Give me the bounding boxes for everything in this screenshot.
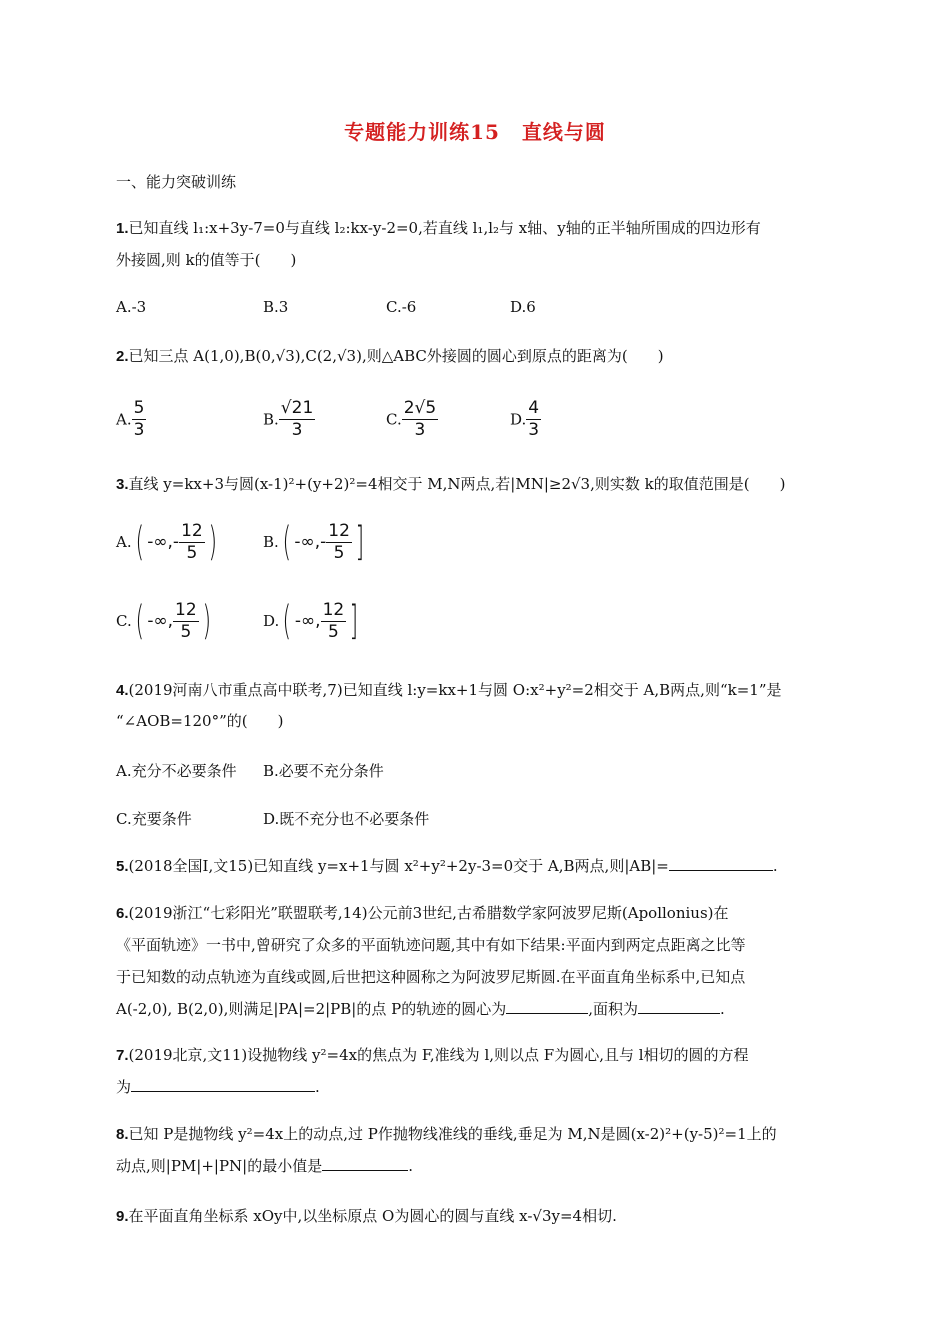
question-1-option-a[interactable]: A.-3 (116, 298, 147, 316)
question-4-option-a[interactable]: A.充分不必要条件 (116, 762, 237, 780)
question-7-end: . (315, 1078, 320, 1096)
question-7-text-2: 为 (116, 1078, 132, 1096)
question-2-option-a[interactable] (116, 398, 146, 441)
right-bracket: ) (202, 598, 211, 644)
answer-blank[interactable] (322, 1156, 408, 1171)
title-sub: 直线与圆 (521, 120, 606, 144)
fraction (321, 600, 347, 643)
question-3-option-d[interactable] (263, 598, 362, 644)
interval-text: -∞,- (294, 532, 327, 552)
numerator: 4 (528, 398, 540, 418)
question-1-text: 已知直线 l₁:x+3y-7=0与直线 l₂:kx-y-2=0,若直线 l₁,l₂与 x轴、y轴的正半轴所围成的四边形有 (128, 219, 761, 237)
interval-text: -∞, (147, 611, 174, 631)
question-4-line-1 (116, 680, 782, 701)
question-6-line-2: 《平面轨迹》一书中,曾研究了众多的平面轨迹问题,其中有如下结果:平面内到两定点距离之比等 (116, 936, 746, 954)
question-4-number: 4. (116, 682, 129, 699)
left-bracket: ( (282, 519, 291, 565)
question-1-line-2: 外接圆,则 k的值等于( ) (116, 251, 297, 269)
question-3-option-b[interactable] (263, 519, 368, 565)
question-3-option-c[interactable] (116, 598, 214, 644)
question-9-text: 在平面直角坐标系 xOy中,以坐标原点 O为圆心的圆与直线 x-√3y=4相切. (128, 1207, 617, 1225)
answer-blank-area[interactable] (638, 999, 720, 1014)
interval-text: -∞,- (147, 532, 180, 552)
question-3-line (116, 474, 785, 495)
numerator: 5 (133, 398, 145, 418)
fraction (179, 521, 205, 564)
question-8-line-1 (116, 1124, 777, 1145)
fraction (173, 600, 199, 643)
fraction (132, 398, 147, 441)
option-label: C. (386, 410, 402, 429)
question-4-option-d[interactable]: D.既不充分也不必要条件 (263, 810, 430, 828)
question-2-line (116, 346, 664, 367)
numerator: 12 (181, 520, 203, 541)
interval-text: -∞, (294, 611, 321, 631)
denominator: 5 (186, 542, 198, 563)
question-6-text-a: A(-2,0), B(2,0),则满足|PA|=2|PB|的点 P的轨迹的圆心为 (116, 1000, 507, 1018)
question-5-end: . (772, 857, 778, 875)
question-4-option-b[interactable]: B.必要不充分条件 (263, 762, 384, 780)
numerator: 12 (322, 599, 345, 620)
denominator: 5 (333, 542, 345, 563)
denominator: 3 (291, 420, 303, 440)
question-5-number: 5. (116, 858, 129, 875)
question-6-line-4 (116, 999, 725, 1019)
question-3-option-a[interactable] (116, 519, 220, 565)
question-8-text: 已知 P是抛物线 y²=4x上的动点,过 P作抛物线准线的垂线,垂足为 M,N是圆(x-2)²+(y-5)²=1上的 (128, 1125, 777, 1143)
right-bracket: ] (355, 519, 364, 565)
fraction (402, 398, 438, 441)
question-4-option-c[interactable]: C.充要条件 (116, 810, 192, 828)
question-2-option-b[interactable] (263, 398, 315, 441)
option-label: D. (510, 410, 527, 429)
question-6-line-1 (116, 903, 729, 924)
title-main: 专题能力训练15 (344, 120, 500, 144)
denominator: 3 (414, 420, 426, 440)
question-6-end: . (719, 1000, 725, 1018)
denominator: 5 (180, 621, 192, 642)
right-bracket: ) (208, 519, 217, 565)
option-label: A. (116, 410, 132, 429)
question-4-text: (2019河南八市重点高中联考,7)已知直线 l:y=kx+1与圆 O:x²+y²=2相交于 A,B两点,则“k=1”是 (128, 681, 782, 699)
denominator: 3 (528, 420, 540, 440)
fraction (326, 521, 352, 564)
question-3-text: 直线 y=kx+3与圆(x-1)²+(y+2)²=4相交于 M,N两点,若|MN|≥2√3,则实数 k的取值范围是( ) (128, 475, 786, 493)
question-8-line-2 (116, 1156, 413, 1176)
question-2-option-d[interactable] (510, 398, 541, 441)
question-9-line (116, 1206, 617, 1227)
question-6-number: 6. (116, 905, 129, 922)
question-2-number: 2. (116, 348, 129, 365)
question-7-text: (2019北京,文11)设抛物线 y²=4x的焦点为 F,准线为 l,则以点 F为圆心,且与 l相切的圆的方程 (128, 1046, 749, 1064)
question-8-number: 8. (116, 1126, 129, 1143)
question-1-option-b[interactable]: B.3 (263, 298, 289, 316)
numerator: 12 (175, 599, 197, 620)
question-1-option-d[interactable]: D.6 (510, 298, 536, 316)
answer-blank-center[interactable] (506, 999, 588, 1014)
question-8-end: . (408, 1157, 414, 1175)
question-5-text: (2018全国Ⅰ,文15)已知直线 y=x+1与圆 x²+y²+2y-3=0交于 A,B两点,则|AB|= (128, 857, 669, 875)
question-5-line (116, 856, 778, 877)
question-2-text: 已知三点 A(1,0),B(0,√3),C(2,√3),则△ABC外接圆的圆心到原点的距离为( ) (128, 347, 664, 365)
question-6-line-3: 于已知数的动点轨迹为直线或圆,后世把这种圆称之为阿波罗尼斯圆.在平面直角坐标系中,已知点 (116, 968, 746, 986)
question-2-option-c[interactable] (386, 398, 438, 441)
answer-blank[interactable] (669, 856, 773, 871)
fraction (279, 398, 315, 441)
question-7-line-1 (116, 1045, 749, 1066)
answer-blank[interactable] (131, 1077, 315, 1092)
denominator: 5 (327, 621, 339, 642)
left-bracket: ( (135, 519, 144, 565)
numerator: 2√5 (403, 398, 437, 418)
left-bracket: ( (282, 598, 292, 644)
page-title (0, 116, 950, 145)
question-1-number: 1. (116, 220, 129, 237)
question-7-line-2 (116, 1077, 320, 1097)
question-6-text: (2019浙江“七彩阳光”联盟联考,14)公元前3世纪,古希腊数学家阿波罗尼斯(Apollonius)在 (128, 904, 729, 922)
fraction (526, 398, 541, 441)
numerator: √21 (280, 398, 314, 418)
question-8-text-2: 动点,则|PM|+|PN|的最小值是 (116, 1157, 323, 1175)
question-1-line-1 (116, 218, 761, 239)
option-label: A. (116, 533, 132, 551)
question-7-number: 7. (116, 1047, 129, 1064)
option-label: D. (263, 612, 280, 630)
section-heading: 一、能力突破训练 (116, 173, 237, 191)
option-label: C. (116, 612, 132, 630)
question-3-number: 3. (116, 476, 129, 493)
question-4-line-2: “∠AOB=120°”的( ) (116, 712, 284, 730)
right-bracket: ] (349, 598, 359, 644)
numerator: 12 (328, 520, 350, 541)
left-bracket: ( (135, 598, 144, 644)
option-label: B. (263, 533, 279, 551)
question-1-option-c[interactable]: C.-6 (386, 298, 417, 316)
question-9-number: 9. (116, 1208, 129, 1225)
denominator: 3 (133, 420, 145, 440)
question-6-text-b: ,面积为 (588, 1000, 638, 1018)
option-label: B. (263, 410, 279, 429)
